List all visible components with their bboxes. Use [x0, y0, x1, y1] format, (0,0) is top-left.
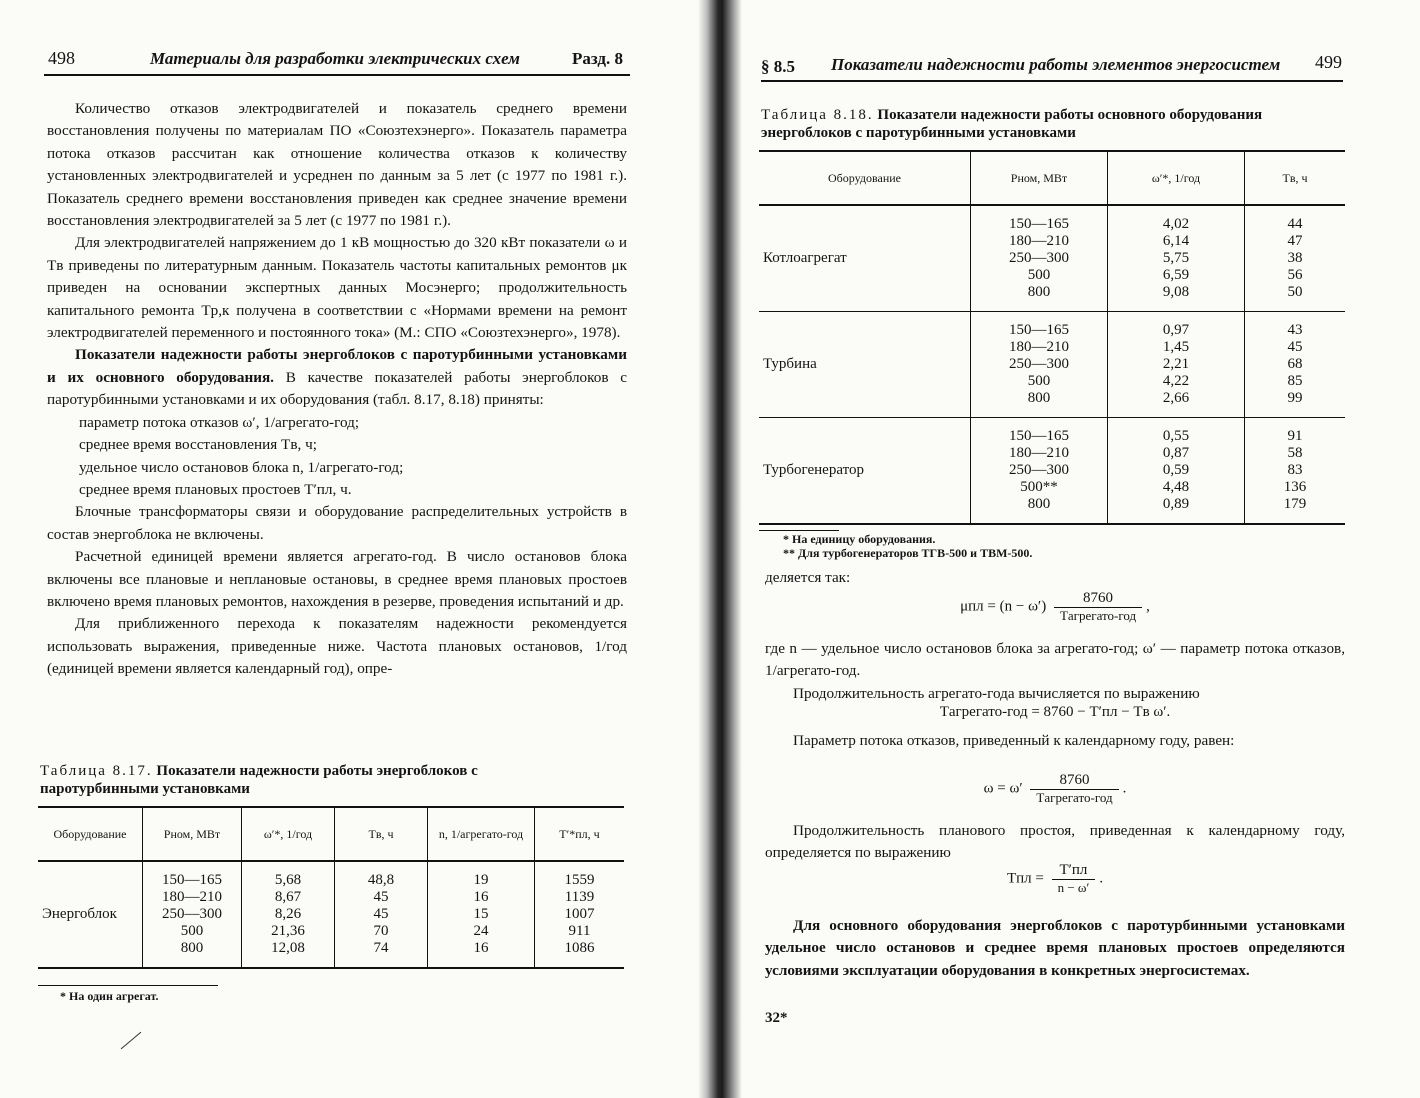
formula-mu-pl: μпл = (n − ω′) $\frac{8760}{\text{Tагрегато-год}}$ ,	[960, 590, 1150, 623]
table-header-cell: Оборудование	[38, 807, 143, 861]
formula-t-pl: Tпл = $\frac{T'пл}{n - \omega'}$ .	[1006, 862, 1104, 895]
right-text-planned: Продолжительность планового простоя, приведенная к календарному году, определяется по выражению	[765, 822, 1345, 862]
left-paragraph-3	[47, 344, 627, 411]
left-header-rule	[44, 74, 630, 76]
table-header-cell: Tв, ч	[335, 807, 428, 861]
table-header-cell: Tв, ч	[1245, 151, 1346, 205]
left-table	[38, 806, 624, 969]
formula-omega: ω = ω′ $\frac{8760}{\text{Tагрегато-год}}$ .	[983, 772, 1127, 805]
right-text-continue: деляется так:	[765, 569, 851, 586]
table-row	[759, 418, 1345, 525]
right-table-caption-title: Показатели надежности работы основного оборудования энергоблоков с паротурбинными установками	[761, 107, 1263, 141]
right-text-where: где n — удельное число остановов блока за агрегато-год; ω′ — параметр потока отказов, 1/агрегато-год. Продолжительность агрегато-года вычисляется по выражению	[765, 638, 1345, 705]
table-row	[759, 312, 1345, 418]
left-paragraph-5: Расчетной единицей времени является агрегато-год. В число остановов блока включены все плановые и неплановые остановы, в среднее время плановых простоев включено время плановых ремонтов, нахождения в резерве, проведения испытаний и др.	[47, 548, 627, 610]
table-row	[759, 205, 1345, 312]
left-paragraph-2: Для электродвигателей напряжением до 1 кВ мощностью до 320 кВт показатели ω и Tв приведены по литературным данным. Показатель частоты капитальных ремонтов μк приведен на основании экспертных данных Мосэнерго; продолжительность капитального ремонта Tр,к получена в соответствии с «Нормами времени на ремонт электродвигателей переменного и постоянного тока» (М.: СПО «Союзтехэнерго», 1978).	[47, 234, 627, 342]
right-table-caption	[761, 106, 1351, 142]
table-header-cell: n, 1/агрегато-год	[428, 807, 535, 861]
table-header-cell: T′*пл, ч	[535, 807, 625, 861]
pencil-mark	[121, 1032, 142, 1049]
table-cell: 91 58 83 136 179	[1245, 418, 1346, 525]
table-cell-equipment: Энергоблок	[38, 861, 143, 968]
table-header-cell: ω′*, 1/год	[242, 807, 335, 861]
right-table-caption-label: Таблица 8.18.	[761, 107, 874, 123]
left-footnote: * На один агрегат.	[60, 989, 159, 1003]
left-paragraph-4: Блочные трансформаторы связи и оборудование распределительных устройств в состав энергоблока не включены.	[47, 503, 627, 543]
left-running-title: Материалы для разработки электрических схем	[150, 49, 520, 68]
table-cell-equipment: Котлоагрегат	[763, 250, 847, 266]
table-cell: 150—165 180—210 250—300 500 800	[971, 312, 1108, 418]
table-cell: 43 45 68 85 99	[1245, 312, 1346, 418]
right-text-duration: Продолжительность агрегато-года вычисляется по выражению	[793, 684, 1200, 702]
left-section-label: Разд. 8	[572, 49, 624, 68]
left-list-item: среднее время восстановления Tв, ч;	[79, 436, 317, 454]
left-table-caption-label: Таблица 8.17.	[40, 763, 153, 779]
left-bold-lead-rest: В качестве показателей работы энергоблоков с паротурбинными установками и их оборудования (табл. 8.17, 8.18) приняты:	[47, 368, 627, 409]
left-page-number: 498	[48, 48, 75, 68]
table-cell: 19 16 15 24 16	[428, 861, 535, 968]
table-cell: 4,02 6,14 5,75 6,59 9,08	[1108, 205, 1245, 312]
right-text-bold-end: Для основного оборудования энергоблоков с паротурбинными установками удельное число остановов и среднее время плановых простоев определяются условиями эксплуатации оборудования в конкретных энергосистемах.	[765, 917, 1345, 979]
table-header-cell: Оборудование	[759, 151, 971, 205]
left-table-caption-title: Показатели надежности работы энергоблоков с паротурбинными установками	[40, 763, 478, 797]
right-footnote-1: * На единицу оборудования.	[783, 532, 936, 546]
left-list-item: среднее время плановых простоев T′пл, ч.	[79, 480, 352, 498]
left-footnote-rule	[38, 985, 218, 986]
left-paragraph-6: Для приближенного перехода к показателям надежности рекомендуется использовать выражения, приведенные ниже. Частота плановых остановов, 1/год (единицей времени является календарный год), опре-	[47, 615, 627, 678]
right-running-title: Показатели надежности работы элементов энергосистем	[831, 55, 1281, 74]
formula-t-agregat: Tагрегато-год = 8760 − T′пл − Tв ω′.	[939, 704, 1171, 720]
left-paragraph-1: Количество отказов электродвигателей и показатель среднего времени восстановления получены по материалам ПО «Союзтехэнерго». Показатель параметра потока отказов рассчитан как отношение количества отказов к количеству установленных электродвигателей и усреднен по данным за 5 лет (с 1977 по 1981 г.). Показатель среднего времени восстановления приведен как среднее значение времени восстановления электродвигателей за 5 лет (с 1977 по 1981 г.).	[47, 100, 627, 230]
left-body-text	[47, 98, 627, 681]
table-cell: 150—165 180—210 250—300 500 800	[143, 861, 242, 968]
left-list-item: параметр потока отказов ω′, 1/агрегато-год;	[79, 413, 360, 431]
table-cell: 150—165 180—210 250—300 500** 800	[971, 418, 1108, 525]
right-table	[759, 150, 1345, 525]
left-page	[0, 0, 700, 1098]
left-table-caption	[40, 762, 600, 798]
right-section-label: § 8.5	[761, 57, 795, 76]
table-header-cell: Pном, МВт	[143, 807, 242, 861]
right-footnote-2: ** Для турбогенераторов ТГВ-500 и ТВМ-500.	[783, 546, 1033, 560]
table-cell: 48,8 45 45 70 74	[335, 861, 428, 968]
right-footnote-rule	[759, 530, 839, 531]
table-cell: 0,97 1,45 2,21 4,22 2,66	[1108, 312, 1245, 418]
table-header-cell: Pном, МВт	[971, 151, 1108, 205]
table-cell-equipment: Турбогенератор	[759, 418, 971, 525]
right-text-param: Параметр потока отказов, приведенный к календарному году, равен:	[793, 732, 1235, 749]
table-cell: 5,68 8,67 8,26 21,36 12,08	[242, 861, 335, 968]
table-cell: 150—165 180—210 250—300 500 800	[971, 205, 1108, 312]
right-header-rule	[761, 80, 1343, 82]
right-page	[735, 0, 1420, 1098]
signature-mark: 32*	[765, 1010, 788, 1026]
table-row	[38, 861, 624, 968]
right-page-number: 499	[1315, 52, 1342, 72]
table-cell: 1559 1139 1007 911 1086	[535, 861, 625, 968]
left-bold-lead: Показатели надежности работы энергоблоков с паротурбинными установками и их основного оборудования.	[47, 346, 627, 386]
table-cell: 44 47 38 56 50	[1245, 205, 1346, 312]
table-cell: 0,55 0,87 0,59 4,48 0,89	[1108, 418, 1245, 525]
table-cell-equipment: Турбина	[759, 312, 971, 418]
left-list-item: удельное число остановов блока n, 1/агрегато-год;	[79, 458, 404, 476]
table-header-cell: ω′*, 1/год	[1108, 151, 1245, 205]
